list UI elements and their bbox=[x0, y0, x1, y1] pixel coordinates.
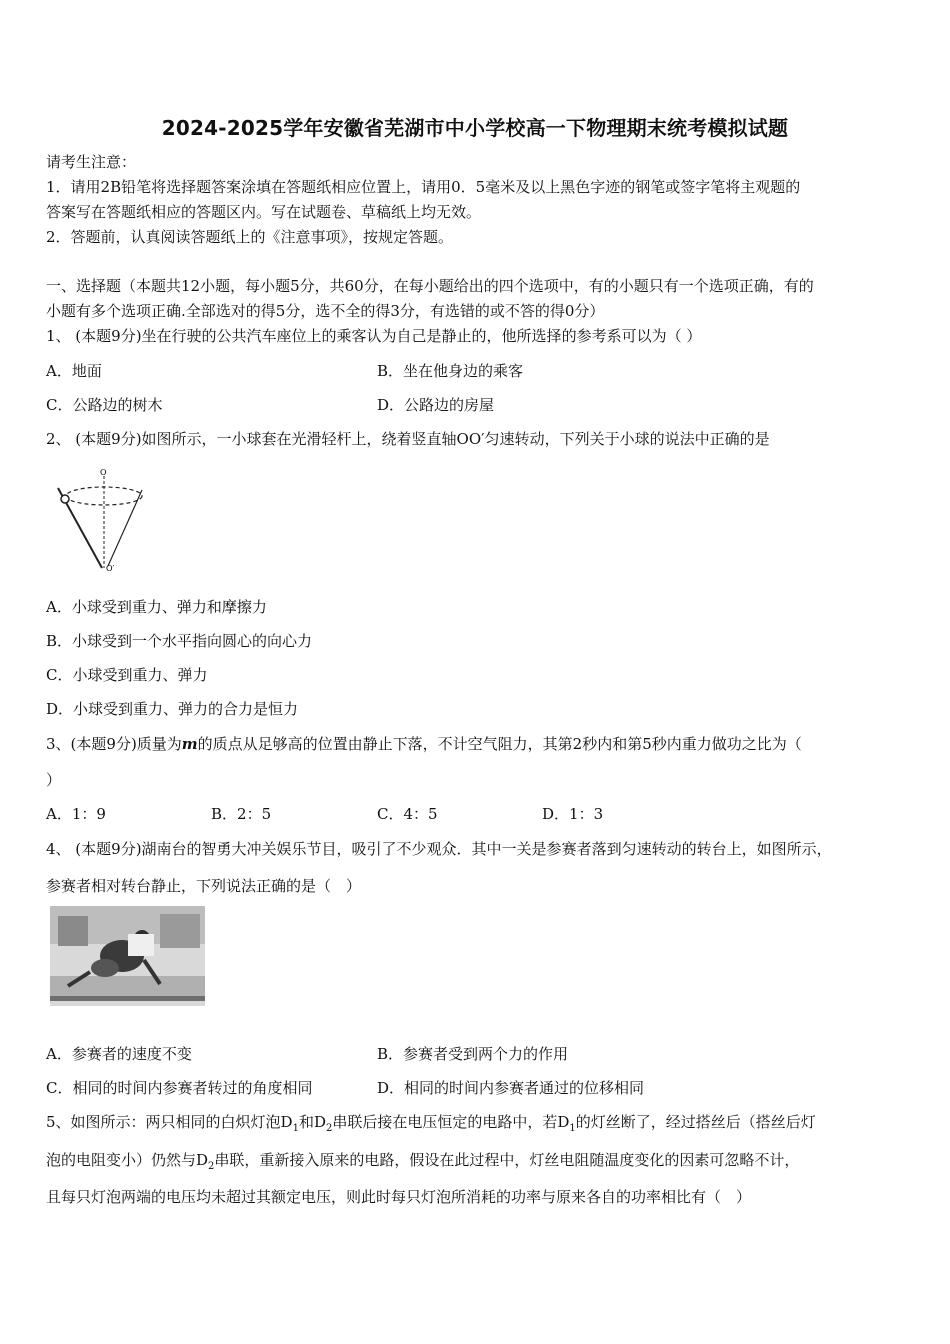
q4-option-b: B．参赛者受到两个力的作用 bbox=[377, 1045, 569, 1063]
q5-stem-1 bbox=[46, 1112, 816, 1139]
section-intro-2: 小题有多个选项正确.全部选对的得5分，选不全的得3分，有选错的或不答的得0分） bbox=[46, 302, 605, 320]
rotating-rod-figure bbox=[52, 466, 152, 576]
q1-option-a: A．地面 bbox=[46, 362, 102, 380]
q2-option-c: C．小球受到重力、弹力 bbox=[46, 666, 208, 684]
q5-stem-2 bbox=[46, 1150, 799, 1177]
q1-option-d: D．公路边的房屋 bbox=[377, 396, 495, 414]
q1-option-c: C．公路边的树木 bbox=[46, 396, 163, 414]
q5-l1-mid2: 串联后接在电压恒定的电路中，若D bbox=[332, 1113, 570, 1131]
q3-option-d: D．1：3 bbox=[542, 805, 604, 823]
q5-l1-post: 的灯丝断了，经过搭丝后（搭丝后灯 bbox=[575, 1113, 816, 1131]
q3-option-b: B．2：5 bbox=[211, 805, 272, 823]
q2-option-b: B．小球受到一个水平指向圆心的向心力 bbox=[46, 632, 313, 650]
q3-option-c: C．4：5 bbox=[377, 805, 438, 823]
q5-l1-sub-2: 2 bbox=[325, 1123, 333, 1134]
q5-l2-post: 串联，重新接入原来的电路，假设在此过程中，灯丝电阻随温度变化的因素可忽略不计， bbox=[214, 1151, 800, 1169]
q4-option-c: C．相同的时间内参赛者转过的角度相同 bbox=[46, 1079, 313, 1097]
q1-option-b: B．坐在他身边的乘客 bbox=[377, 362, 524, 380]
ball-circle bbox=[61, 495, 69, 503]
q4-option-a: A．参赛者的速度不变 bbox=[46, 1045, 192, 1063]
q3-stem-pre: 3、(本题9分)质量为 bbox=[46, 735, 182, 753]
q3-stem-end: ） bbox=[46, 771, 62, 789]
q5-l2-sub: 2 bbox=[208, 1161, 215, 1172]
q5-stem-3: 且每只灯泡两端的电压均未超过其额定电压，则此时每只灯泡所消耗的功率与原来各自的功率相比有（ ） bbox=[46, 1188, 752, 1206]
page-title: 2024-2025学年安徽省芜湖市中小学校高一下物理期末统考模拟试题 bbox=[161, 116, 789, 140]
q5-l2-pre: 泡的电阻变小）仍然与D bbox=[46, 1151, 209, 1169]
q5-l1-sub-1: 1 bbox=[292, 1123, 299, 1134]
notice-line-2: 2．答题前，认真阅读答题纸上的《注意事项》，按规定答题。 bbox=[46, 228, 454, 246]
axis-label-bottom: O′ bbox=[106, 564, 115, 573]
q2-option-d: D．小球受到重力、弹力的合力是恒力 bbox=[46, 700, 299, 718]
q3-stem bbox=[46, 734, 802, 754]
q2-stem: 2、 (本题9分)如图所示，一小球套在光滑轻杆上，绕着竖直轴OO′匀速转动，下列关于小球的说法中正确的是 bbox=[46, 430, 770, 448]
q4-option-d: D．相同的时间内参赛者通过的位移相同 bbox=[377, 1079, 645, 1097]
q2-option-a: A．小球受到重力、弹力和摩擦力 bbox=[46, 598, 267, 616]
q4-stem-1: 4、 (本题9分)湖南台的智勇大冲关娱乐节目，吸引了不少观众．其中一关是参赛者落到匀速转动的转台上，如图所示， bbox=[46, 840, 832, 858]
section-intro-1: 一、选择题（本题共12小题，每小题5分，共60分，在每小题给出的四个选项中，有的小题只有一个选项正确，有的 bbox=[46, 277, 814, 295]
q4-stem-2: 参赛者相对转台静止，下列说法正确的是（ ） bbox=[46, 877, 362, 895]
q3-option-a: A．1：9 bbox=[46, 805, 106, 823]
notice-line-1a: 1．请用2B铅笔将选择题答案涂填在答题纸相应位置上，请用0．5毫米及以上黑色字迹的钢笔或签字笔将主观题的 bbox=[46, 178, 801, 196]
turntable-photo bbox=[50, 906, 205, 1006]
q5-l1-pre: 5、如图所示：两只相同的白炽灯泡D bbox=[46, 1113, 293, 1131]
q3-stem-post: 的质点从足够高的位置由静止下落，不计空气阻力，其第2秒内和第5秒内重力做功之比为（ bbox=[197, 735, 802, 753]
axis-label-top: O bbox=[100, 468, 107, 477]
q5-l1-mid: 和D bbox=[298, 1113, 326, 1131]
q5-l1-sub-3: 1 bbox=[569, 1123, 576, 1134]
rod-line-right bbox=[108, 490, 142, 566]
notice-heading: 请考生注意： bbox=[46, 153, 137, 171]
q1-stem: 1、 (本题9分)坐在行驶的公共汽车座位上的乘客认为自己是静止的，他所选择的参考系可以为（ ） bbox=[46, 327, 702, 345]
notice-line-1b: 答案写在答题纸相应的答题区内。写在试题卷、草稿纸上均无效。 bbox=[46, 203, 482, 221]
q3-mass-variable: m bbox=[181, 735, 198, 753]
